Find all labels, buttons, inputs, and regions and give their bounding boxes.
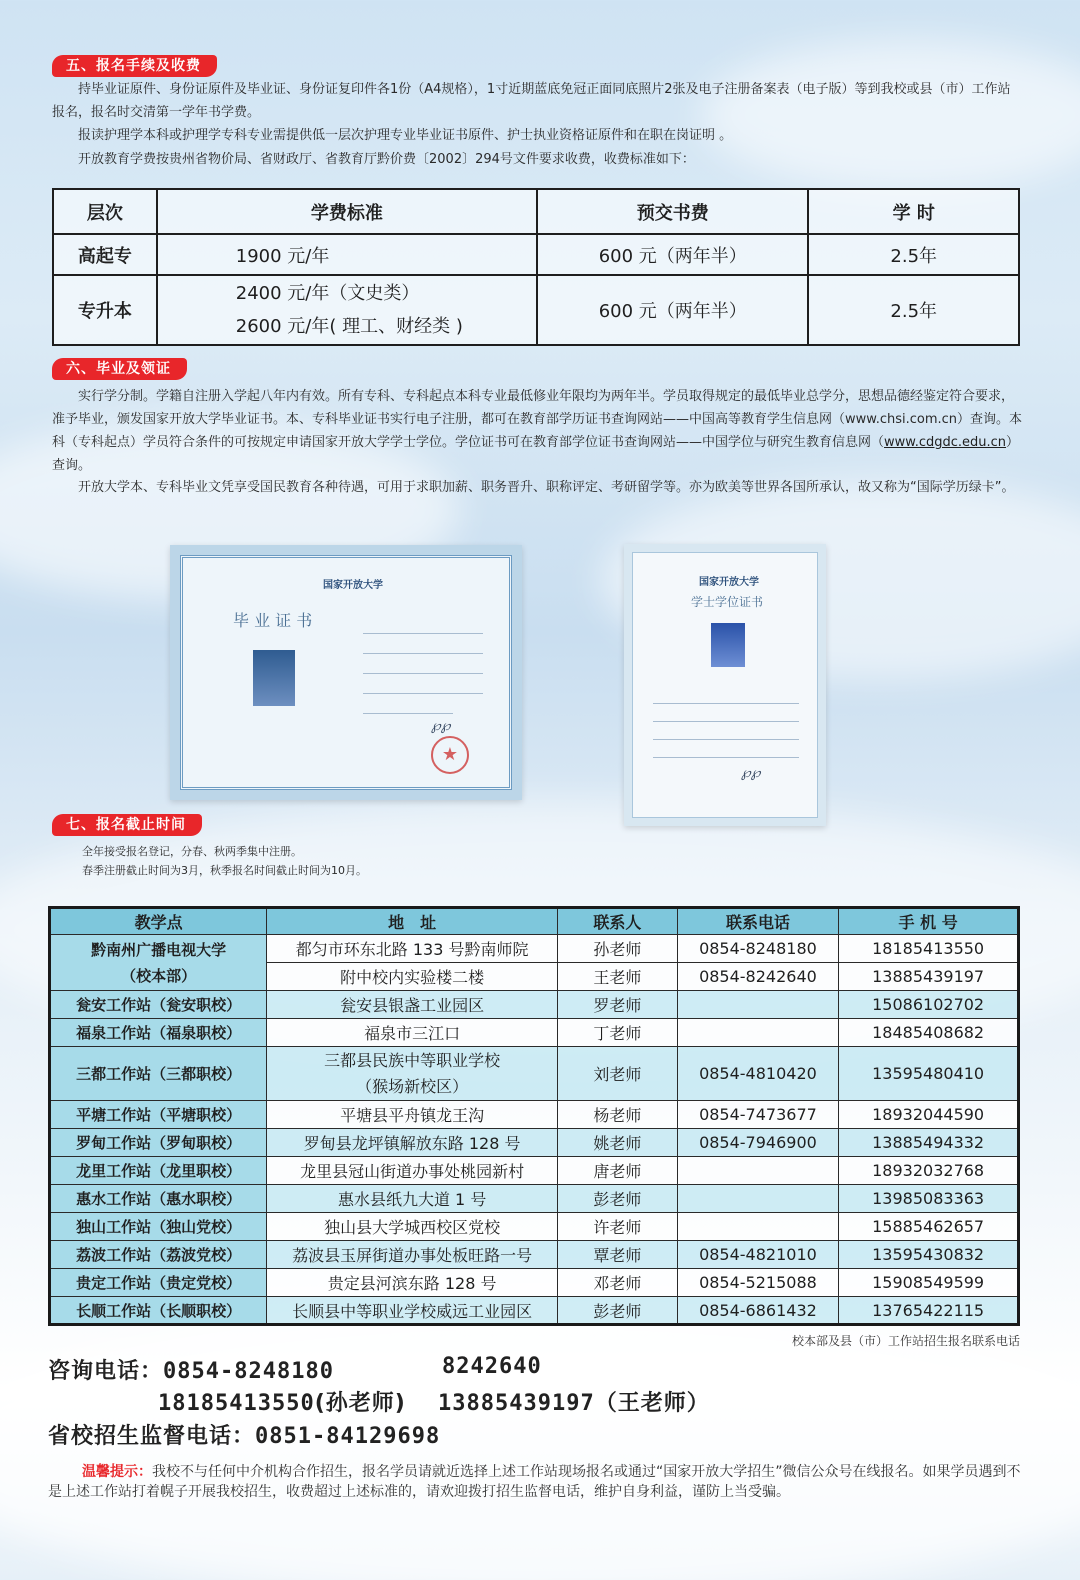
warm-tip	[48, 1462, 1026, 1502]
contact-person: 王老师	[558, 963, 678, 991]
contact-person: 彭老师	[558, 1297, 678, 1325]
contact-tel	[677, 1019, 839, 1047]
contact-mobile: 18185413550	[839, 935, 1019, 963]
contact-header-tel: 联系电话	[677, 908, 839, 935]
fee-standard-line2: 2600 元/年( 理工、财经类 )	[235, 316, 463, 337]
contact-address: 荔波县玉屏街道办事处板旺路一号	[267, 1241, 558, 1269]
contact-mobile: 13765422115	[839, 1297, 1019, 1325]
table-row	[50, 1047, 1019, 1101]
section6-p2-text: 开放大学本、专科毕业文凭享受国民教育各种待遇，可用于求职加薪、职务晋升、职称评定、考研留学等。亦为欧美等世界各国所承认，故又称为“国际学历绿卡”。	[78, 480, 1015, 495]
section6-p1-text: 实行学分制。学籍自注册入学起八年内有效。所有专科、专科起点本科专业最低修业年限均为两年半。学员取得规定的最低毕业总学分，思想品德经鉴定符合要求，准予毕业，颁发国家开放大学毕业证书。本、专科毕业证书实行电子注册，都可在教育部学历证书查询网站——中国高等教育学生信息网（www.chsi.com.cn）查询。本科（专科起点）学员符合条件的可按规定申请国家开放大学学士学位。学位证书可在教育部学位证书查询网站——中国学位与研究生教育信息网（	[52, 389, 1023, 450]
contact-mobile: 18932032768	[839, 1157, 1019, 1185]
contact-site: 惠水工作站（惠水职校）	[50, 1185, 267, 1213]
diploma-line	[363, 693, 483, 694]
degree-certificate-image	[624, 544, 826, 826]
supervise-label: 省校招生监督电话：	[48, 1424, 256, 1449]
contact-site: 贵定工作站（贵定党校）	[50, 1269, 267, 1297]
diploma-certificate-image	[170, 545, 522, 800]
contact-address-line1: 三都县民族中等职业学校	[324, 1050, 501, 1070]
consult-mobile1: 18185413550	[158, 1391, 315, 1416]
contact-address: 福泉市三江口	[267, 1019, 558, 1047]
contact-tel: 0854-6861432	[677, 1297, 839, 1325]
degree-line	[653, 739, 799, 740]
contact-header-site: 教学点	[50, 908, 267, 935]
section5-p2-text: 报读护理学本科或护理学专科专业需提供低一层次护理专业毕业证书原件、护士执业资格证原件和在职在岗证明 。	[78, 128, 733, 143]
contact-site: 荔波工作站（荔波党校）	[50, 1241, 267, 1269]
contact-tel: 0854-5215088	[677, 1269, 839, 1297]
degree-line	[653, 757, 799, 758]
contact-person: 邓老师	[558, 1269, 678, 1297]
contact-mobile: 13595480410	[839, 1047, 1019, 1101]
contact-header-mobile: 手 机 号	[839, 908, 1019, 935]
contact-tel: 0854-4810420	[677, 1047, 839, 1101]
table-row	[50, 1019, 1019, 1047]
fee-hours: 2.5年	[808, 275, 1019, 345]
contact-site: 三都工作站（三都职校）	[50, 1047, 267, 1101]
contact-tel	[677, 1213, 839, 1241]
diploma-title: 毕 业 证 书	[233, 611, 313, 630]
section6-title: 六、毕业及领证	[52, 358, 187, 380]
contact-table-note: 校本部及县（市）工作站招生报名联系电话	[791, 1334, 1020, 1348]
table-row	[50, 991, 1019, 1019]
section6-p1	[52, 385, 1024, 477]
contact-tel	[677, 1157, 839, 1185]
contact-header-person: 联系人	[558, 908, 678, 935]
degree-photo	[711, 623, 745, 667]
contact-site: 龙里工作站（龙里职校）	[50, 1157, 267, 1185]
degree-org: 国家开放大学	[699, 577, 759, 588]
fee-header-hours: 学 时	[808, 189, 1019, 234]
fee-standard	[157, 275, 537, 345]
fee-header-books: 预交书费	[537, 189, 808, 234]
consult-mobile2-name: （王老师）	[594, 1391, 710, 1416]
degree-signature: ℘℘	[741, 765, 761, 781]
contact-person: 罗老师	[558, 991, 678, 1019]
table-row	[50, 1269, 1019, 1297]
table-row	[50, 1213, 1019, 1241]
fee-books: 600 元（两年半）	[537, 275, 808, 345]
fee-level: 专升本	[53, 275, 157, 345]
fee-table	[52, 188, 1020, 346]
contact-address-line2: （猴场新校区）	[356, 1076, 469, 1096]
contact-site	[50, 935, 267, 991]
consult-tel2: 8242640	[442, 1354, 542, 1379]
contact-mobile: 18485408682	[839, 1019, 1019, 1047]
contact-mobile: 13885439197	[839, 963, 1019, 991]
cdgdc-link[interactable]: www.cdgdc.edu.cn	[884, 435, 1007, 450]
fee-table-header	[53, 189, 1019, 234]
section6-p2	[52, 476, 1024, 499]
contact-person: 杨老师	[558, 1101, 678, 1129]
section5-p1	[52, 78, 1022, 124]
section5-p3-text: 开放教育学费按贵州省物价局、省财政厅、省教育厅黔价费〔2002〕294号文件要求收费，收费标准如下：	[78, 152, 695, 167]
contact-table	[48, 906, 1020, 1326]
contact-address: 独山县大学城西校区党校	[267, 1213, 558, 1241]
consult-line2	[158, 1386, 406, 1417]
contact-table-header	[50, 908, 1019, 935]
contact-site-line2: （校本部）	[121, 966, 197, 985]
fee-standard-line1: 2400 元/年（文史类）	[235, 283, 420, 304]
contact-mobile: 13985083363	[839, 1185, 1019, 1213]
warm-tip-text: 我校不与任何中介机构合作招生，报名学员请就近选择上述工作站现场报名或通过“国家开放大学招生”微信公众号在线报名。如果学员遇到不是上述工作站打着幌子开展我校招生，收费超过上述标准的，请欢迎拨打招生监督电话，维护自身利益，谨防上当受骗。	[48, 1464, 1021, 1500]
contact-address: 平塘县平舟镇龙王沟	[267, 1101, 558, 1129]
contact-mobile: 13885494332	[839, 1129, 1019, 1157]
section7-p1: 全年接受报名登记，分春、秋两季集中注册。	[82, 845, 302, 858]
contact-tel: 0854-4821010	[677, 1241, 839, 1269]
contact-address: 长顺县中等职业学校威远工业园区	[267, 1297, 558, 1325]
contact-person: 覃老师	[558, 1241, 678, 1269]
contact-site: 长顺工作站（长顺职校）	[50, 1297, 267, 1325]
section7-title: 七、报名截止时间	[52, 814, 202, 836]
diploma-signature: ℘℘	[431, 718, 451, 734]
contact-site: 平塘工作站（平塘职校）	[50, 1101, 267, 1129]
table-row	[50, 1185, 1019, 1213]
contact-site: 独山工作站（独山党校）	[50, 1213, 267, 1241]
contact-person: 孙老师	[558, 935, 678, 963]
diploma-line	[363, 673, 483, 674]
fee-books: 600 元（两年半）	[537, 234, 808, 275]
diploma-org: 国家开放大学	[323, 580, 383, 591]
fee-row	[53, 275, 1019, 345]
table-row	[50, 935, 1019, 963]
contact-site: 罗甸工作站（罗甸职校）	[50, 1129, 267, 1157]
contact-address: 罗甸县龙坪镇解放东路 128 号	[267, 1129, 558, 1157]
consult-line2b	[438, 1386, 710, 1417]
contact-site: 福泉工作站（福泉职校）	[50, 1019, 267, 1047]
section5-p1-text: 持毕业证原件、身份证原件及毕业证、身份证复印件各1份（A4规格），1寸近期蓝底免冠正面同底照片2张及电子注册备案表（电子版）等到我校或县（市）工作站报名，报名时交清第一学年书学费。	[52, 82, 1011, 120]
table-row	[50, 1297, 1019, 1325]
contact-site: 瓮安工作站（瓮安职校）	[50, 991, 267, 1019]
contact-mobile: 15086102702	[839, 991, 1019, 1019]
degree-line	[653, 703, 799, 704]
fee-standard: 1900 元/年	[157, 234, 537, 275]
contact-person: 丁老师	[558, 1019, 678, 1047]
contact-person: 彭老师	[558, 1185, 678, 1213]
contact-address: 贵定县河滨东路 128 号	[267, 1269, 558, 1297]
consult-line1	[48, 1354, 334, 1385]
contact-address: 附中校内实验楼二楼	[267, 963, 558, 991]
diploma-line	[363, 633, 483, 634]
contact-person: 姚老师	[558, 1129, 678, 1157]
section6-p1-end: ）查询。	[52, 435, 1020, 473]
contact-address: 都匀市环东北路 133 号黔南师院	[267, 935, 558, 963]
consult-mobile1-name: (孙老师)	[314, 1391, 406, 1416]
diploma-photo	[253, 650, 295, 706]
fee-header-level: 层次	[53, 189, 157, 234]
contact-site-line1: 黔南州广播电视大学	[91, 940, 227, 959]
contact-address: 瓮安县银盏工业园区	[267, 991, 558, 1019]
warm-tip-label: 温馨提示：	[82, 1464, 152, 1480]
fee-level: 高起专	[53, 234, 157, 275]
contact-mobile: 13595430832	[839, 1241, 1019, 1269]
contact-tel	[677, 991, 839, 1019]
fee-row	[53, 234, 1019, 275]
contact-tel: 0854-8248180	[677, 935, 839, 963]
section5-title: 五、报名手续及收费	[52, 55, 217, 77]
diploma-line	[363, 713, 453, 714]
consult-label: 咨询电话：	[48, 1359, 164, 1384]
contact-tel: 0854-7473677	[677, 1101, 839, 1129]
table-row	[50, 1241, 1019, 1269]
contact-mobile: 15908549599	[839, 1269, 1019, 1297]
contact-person: 许老师	[558, 1213, 678, 1241]
contact-tel: 0854-7946900	[677, 1129, 839, 1157]
table-row	[50, 1129, 1019, 1157]
contact-tel: 0854-8242640	[677, 963, 839, 991]
table-row	[50, 1157, 1019, 1185]
table-row	[50, 1101, 1019, 1129]
contact-address: 惠水县纸九大道 1 号	[267, 1185, 558, 1213]
contact-address	[267, 1047, 558, 1101]
section7-p2: 春季注册截止时间为3月，秋季报名时间截止时间为10月。	[82, 864, 367, 877]
contact-header-address: 地 址	[267, 908, 558, 935]
diploma-line	[363, 653, 483, 654]
degree-title: 学士学位证书	[691, 595, 764, 609]
contact-address: 龙里县冠山街道办事处桃园新村	[267, 1157, 558, 1185]
consult-mobile2: 13885439197	[438, 1391, 595, 1416]
fee-hours: 2.5年	[808, 234, 1019, 275]
contact-person: 唐老师	[558, 1157, 678, 1185]
contact-person: 刘老师	[558, 1047, 678, 1101]
contact-mobile: 18932044590	[839, 1101, 1019, 1129]
fee-header-fee: 学费标准	[157, 189, 537, 234]
section5-p2	[52, 124, 1022, 147]
consult-tel1: 0854-8248180	[163, 1359, 334, 1384]
degree-line	[653, 721, 799, 722]
contact-tel	[677, 1185, 839, 1213]
contact-mobile: 15885462657	[839, 1213, 1019, 1241]
supervise-line	[48, 1419, 440, 1450]
diploma-seal: ★	[431, 736, 469, 774]
section5-p3	[52, 148, 1022, 171]
supervise-tel: 0851-84129698	[255, 1424, 441, 1449]
